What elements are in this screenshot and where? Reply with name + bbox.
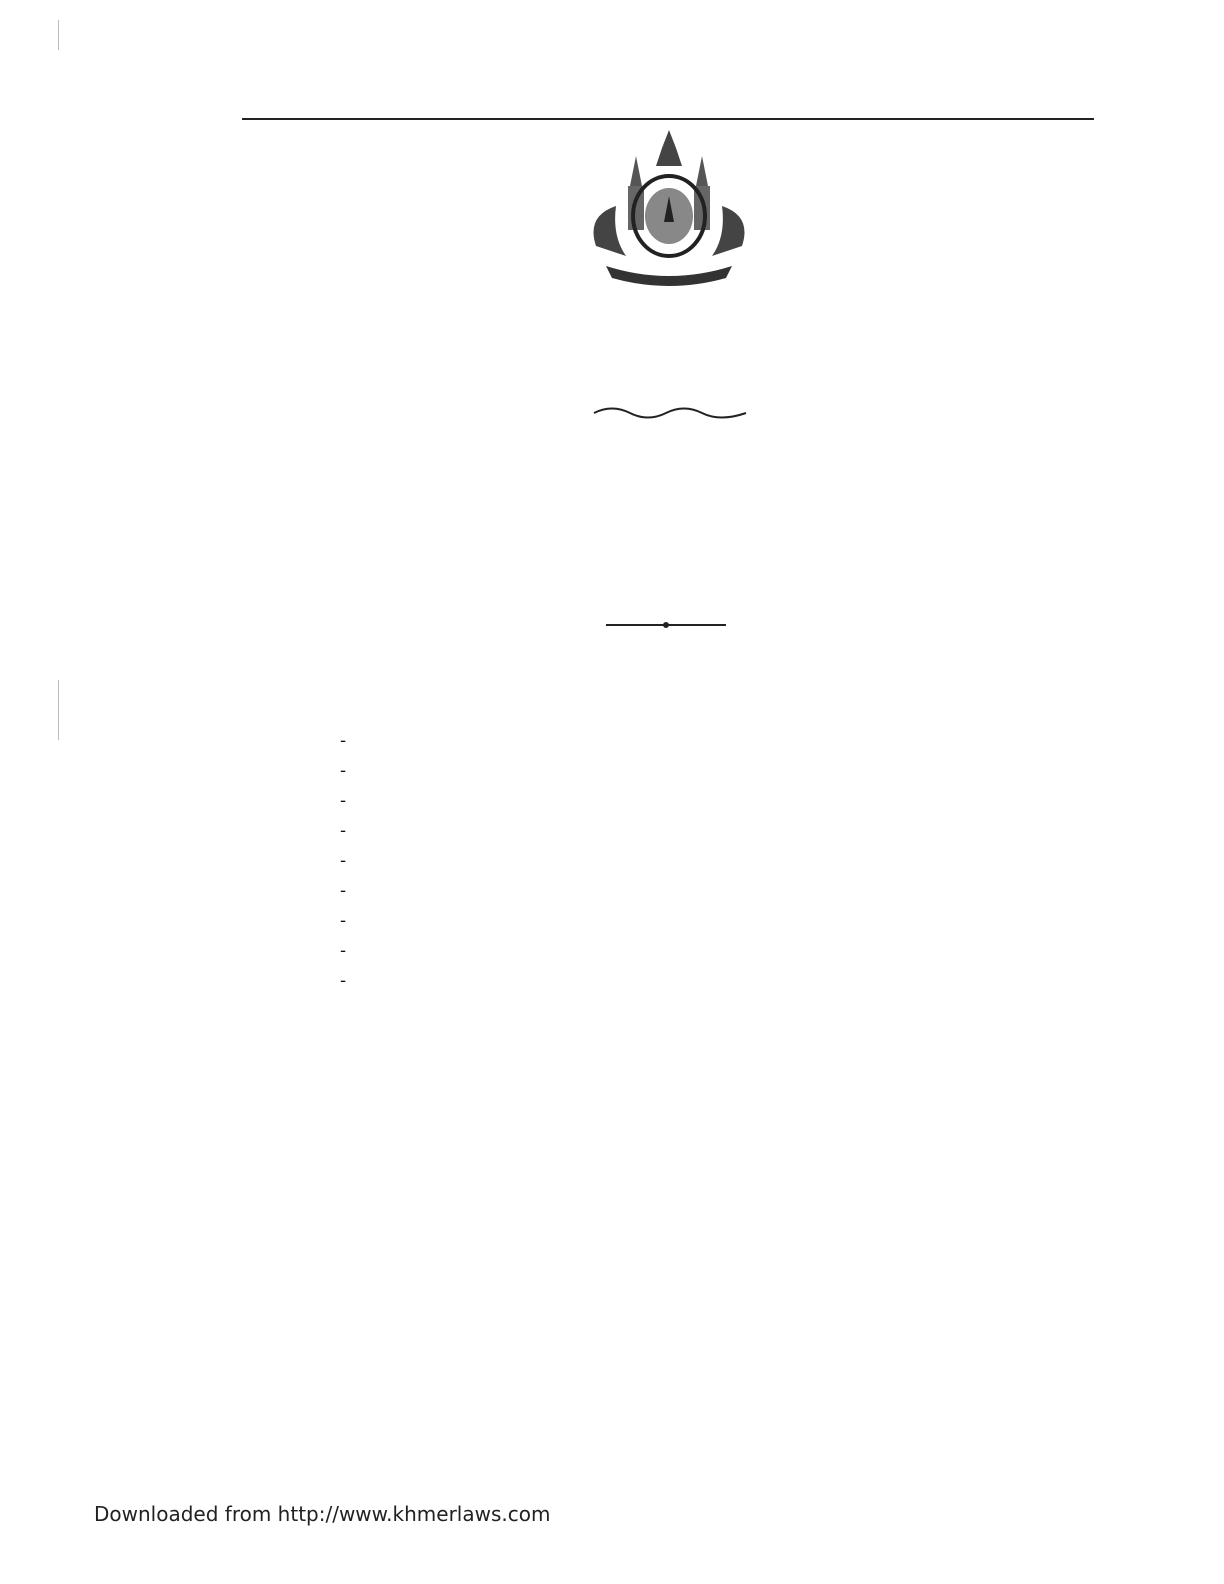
- gazette-header: [228, 76, 1088, 102]
- header-rule: [242, 118, 1094, 120]
- recital-item: [340, 966, 1124, 996]
- scan-mark-left: [58, 20, 59, 50]
- recital-item: [340, 876, 1124, 906]
- members-list: [440, 1384, 960, 1476]
- royal-coat-of-arms: [576, 126, 762, 294]
- recital-item: [340, 756, 1124, 786]
- member-row: [440, 1384, 960, 1430]
- ornament-divider: [592, 404, 748, 422]
- ornament-divider-2: [606, 618, 726, 632]
- recital-item: [340, 726, 1124, 756]
- recital-item: [340, 936, 1124, 966]
- member-row: [440, 1430, 960, 1476]
- recitals-list: [340, 726, 1124, 996]
- recital-item: [340, 816, 1124, 846]
- scan-mark-left-2: [58, 680, 59, 740]
- recital-item: [340, 846, 1124, 876]
- download-footer: Downloaded from http://www.khmerlaws.com: [94, 1502, 551, 1526]
- recital-item: [340, 906, 1124, 936]
- recital-item: [340, 786, 1124, 816]
